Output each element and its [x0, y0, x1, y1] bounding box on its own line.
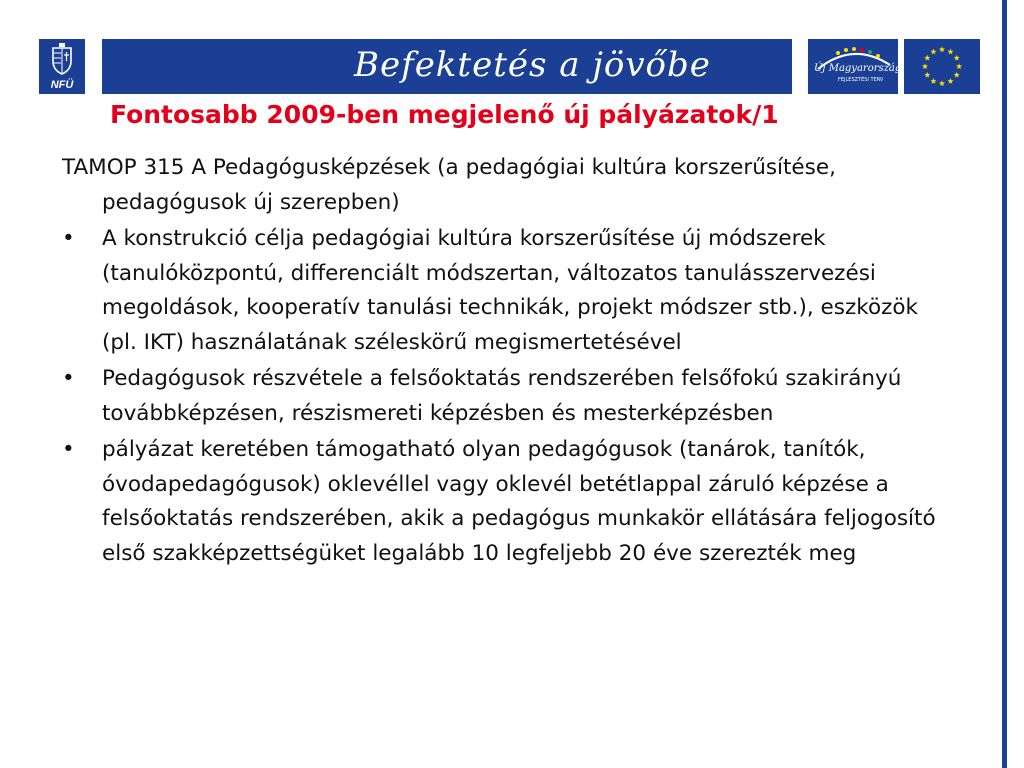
eu-stars-icon [904, 39, 980, 94]
eu-star-icon [922, 63, 928, 69]
coat-of-arms-icon [50, 43, 74, 75]
eu-star-icon [924, 72, 930, 78]
eu-flag-logo [904, 39, 980, 94]
intro-paragraph: TAMOP 315 A Pedagógusképzések (a pedagógiai kultúra korszerűsítése, pedagógusok új szerepben) [62, 155, 836, 215]
header-banner [102, 39, 792, 94]
eu-star-icon [939, 46, 945, 52]
slide-body [62, 151, 952, 573]
bullet-item [62, 362, 952, 431]
eu-star-icon [954, 55, 960, 61]
eu-star-icon [924, 55, 930, 61]
right-edge-bar [1002, 0, 1007, 768]
nfu-logo-text: NFÜ [50, 79, 74, 91]
bullet-text: Pedagógusok részvétele a felsőoktatás rendszerében felsőfokú szakirányú továbbképzésen, részismereti képzésben és mesterképzésben [102, 366, 902, 426]
banner-slogan: Befektetés a jövőbe [354, 45, 711, 85]
eu-star-icon [947, 78, 953, 84]
bullet-list [62, 222, 952, 571]
bullet-item [62, 222, 952, 360]
bullet-icon: • [62, 437, 75, 462]
slide-title: Fontosabb 2009-ben megjelenő új pályázatok/1 [110, 100, 779, 129]
eu-star-icon [947, 49, 953, 55]
eu-star-icon [954, 72, 960, 78]
uj-logo-text: Új Magyarország [814, 63, 902, 74]
nfu-logo [39, 39, 85, 94]
eu-star-icon [939, 80, 945, 86]
uj-logo-subtext: FEJLESZTÉSI TERV [838, 77, 884, 83]
eu-star-icon [956, 63, 962, 69]
uj-magyarorszag-logo [808, 39, 902, 94]
bullet-text: pályázat keretében támogatható olyan pedagógusok (tanárok, tanítók, óvodapedagógusok) oklevéllel vagy oklevél betétlappal záruló képzése a felsőoktatás rendszerében, akik a pedagógus munkakör ellátására feljogosító első szakképzettségüket legalább 10 legfeljebb 20 éve szerezték meg [102, 437, 936, 566]
eu-star-icon [930, 78, 936, 84]
bullet-icon: • [62, 366, 75, 391]
bullet-text: A konstrukció célja pedagógiai kultúra korszerűsítése új módszerek (tanulóközpontú, differenciált módszertan, változatos tanulásszervezési megoldások, kooperatív tanulási technikák, projekt módszer stb.), eszközök (pl. IKT) használatának széleskörű megismertetésével [102, 226, 919, 355]
bullet-icon: • [62, 226, 75, 251]
bullet-item [62, 433, 952, 571]
eu-star-icon [930, 49, 936, 55]
